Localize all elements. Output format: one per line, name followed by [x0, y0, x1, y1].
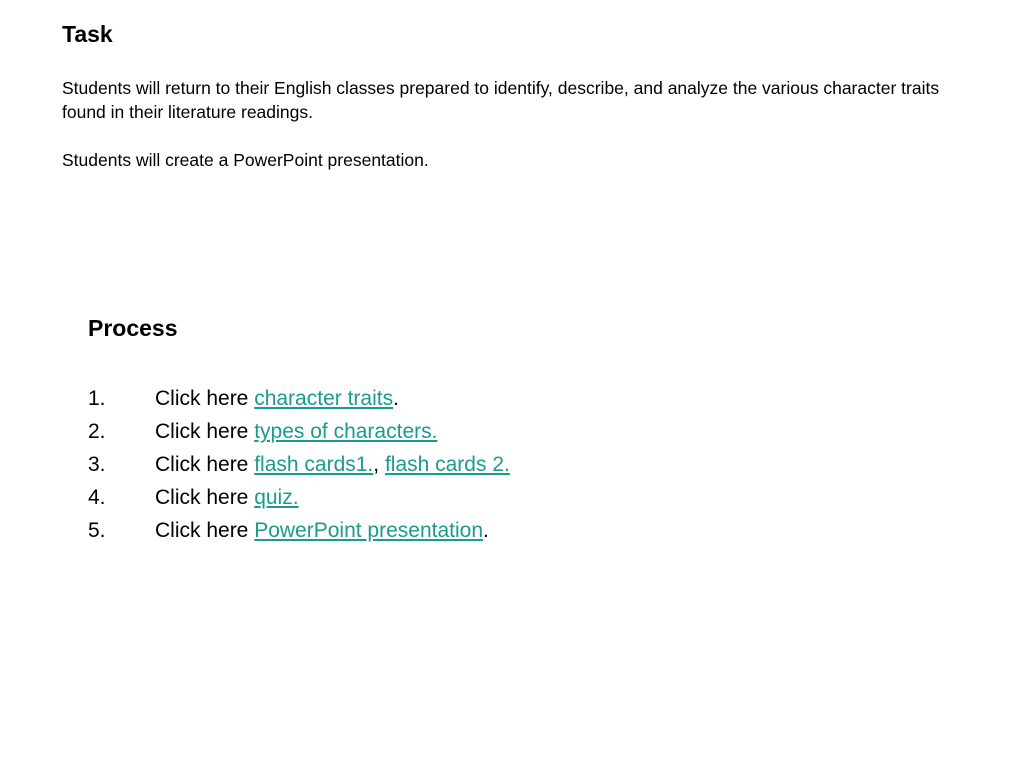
step-suffix: . [483, 519, 489, 542]
step-text [155, 448, 510, 481]
process-step-1 [88, 382, 788, 415]
step-number: 5. [88, 519, 106, 542]
process-steps-list [88, 382, 788, 547]
step-prefix: Click here [155, 486, 255, 509]
process-heading: Process [88, 315, 178, 341]
flash-cards-2-link[interactable]: flash cards 2. [384, 453, 510, 476]
quiz-link[interactable]: quiz. [254, 486, 299, 509]
step-prefix: Click here [155, 519, 255, 542]
powerpoint-presentation-link[interactable]: PowerPoint presentation [254, 519, 484, 542]
process-step-3 [88, 448, 788, 481]
task-section [62, 20, 962, 172]
task-description: Students will return to their English classes prepared to identify, describe, and analyze the various character traits found in their literature readings. [62, 78, 940, 122]
types-of-characters-link[interactable]: types of characters. [254, 420, 438, 443]
process-section [88, 312, 788, 547]
step-text [155, 514, 489, 547]
step-text [155, 382, 399, 415]
step-number: 4. [88, 486, 106, 509]
step-prefix: Click here [155, 387, 255, 410]
process-step-2 [88, 415, 788, 448]
step-number: 3. [88, 453, 106, 476]
task-heading: Task [62, 21, 113, 47]
flash-cards-1-link[interactable]: flash cards1. [254, 453, 374, 476]
step-text [155, 415, 437, 448]
process-step-5 [88, 514, 788, 547]
character-traits-link[interactable]: character traits [254, 387, 394, 410]
step-suffix: . [393, 387, 399, 410]
task-deliverable: Students will create a PowerPoint presentation. [62, 150, 429, 170]
step-number: 1. [88, 387, 106, 410]
step-prefix: Click here [155, 420, 255, 443]
process-step-4 [88, 481, 788, 514]
step-prefix: Click here [155, 453, 255, 476]
link-separator: , [373, 453, 385, 476]
step-text [155, 481, 299, 514]
step-number: 2. [88, 420, 106, 443]
